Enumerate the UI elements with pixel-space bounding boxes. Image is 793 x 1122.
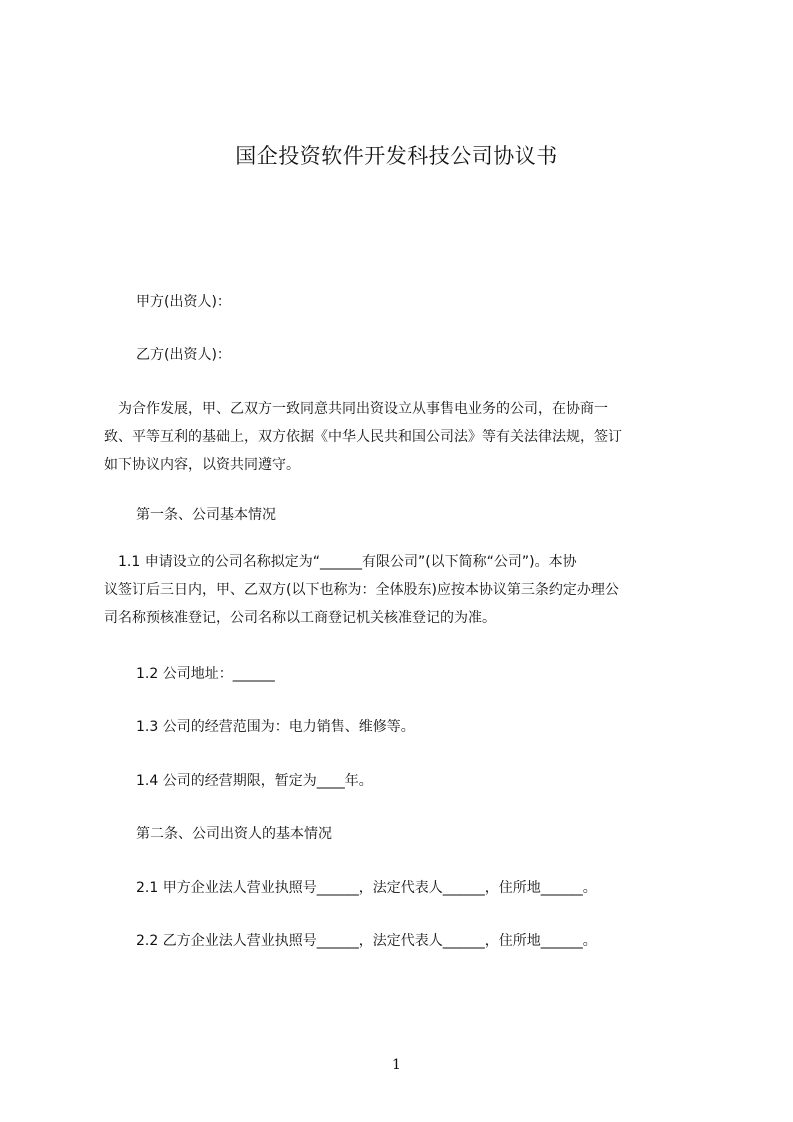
- party-b-line: 乙方(出资人)：: [136, 347, 231, 363]
- clause-1-3: 1.3 公司的经营范围为：电力销售、维修等。: [136, 719, 415, 735]
- intro-line: 致、平等互利的基础上，双方依据《中华人民共和国公司法》等有关法律法规，签订: [104, 429, 622, 445]
- intro-line: 为合作发展，甲、乙双方一致同意共同出资设立从事售电业务的公司，在协商一: [104, 401, 608, 417]
- clause-1-4: 1.4 公司的经营期限，暂定为____年。: [136, 773, 373, 789]
- clause-2-1: 2.1 甲方企业法人营业执照号______，法定代表人______，住所地______。: [136, 880, 597, 896]
- intro-line: 如下协议内容，以资共同遵守。: [104, 457, 300, 473]
- clause-1-1-paragraph: [104, 548, 698, 632]
- clause-1-2: 1.2 公司地址：______: [136, 666, 275, 682]
- clause-2-2: 2.2 乙方企业法人营业执照号______，法定代表人______，住所地______。: [136, 933, 597, 949]
- page-number: 1: [392, 1057, 401, 1073]
- clause-1-1-line: 司名称预核准登记，公司名称以工商登记机关核准登记的为准。: [104, 610, 496, 626]
- clause-1-1-line: 1.1 申请设立的公司名称拟定为“______有限公司”(以下简称“公司”)。本协: [104, 554, 577, 570]
- article-1-heading: 第一条、公司基本情况: [136, 507, 276, 523]
- document-title: 国企投资软件开发科技公司协议书: [235, 144, 558, 168]
- clause-1-1-line: 议签订后三日内，甲、乙双方(以下也称为：全体股东)应按本协议第三条约定办理公: [104, 582, 619, 598]
- article-2-heading: 第二条、公司出资人的基本情况: [136, 826, 332, 842]
- intro-paragraph: [104, 395, 698, 479]
- party-a-line: 甲方(出资人)：: [136, 294, 231, 310]
